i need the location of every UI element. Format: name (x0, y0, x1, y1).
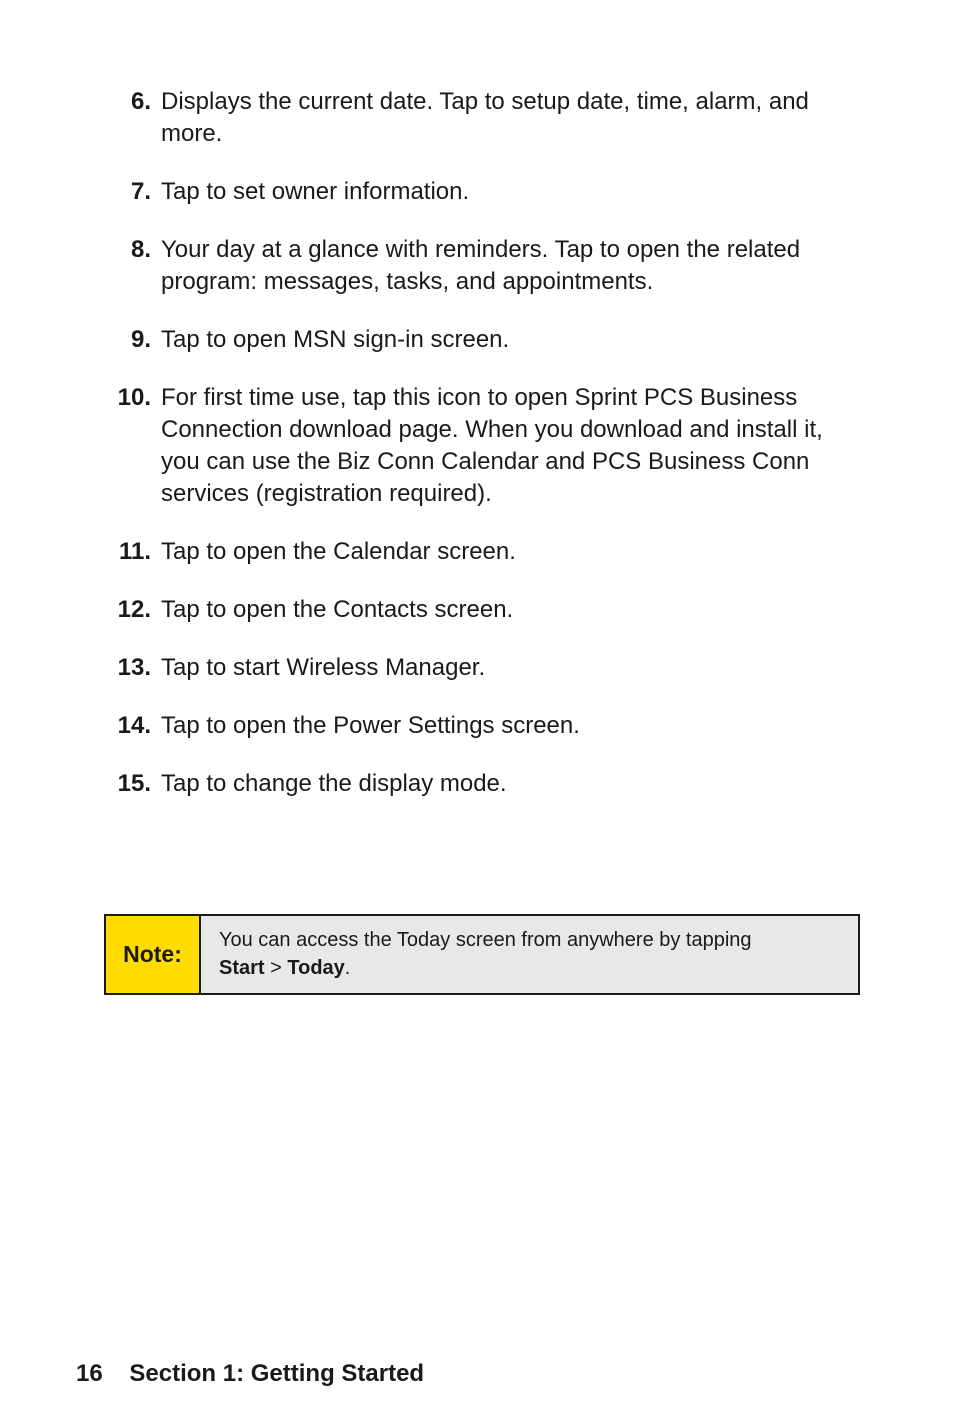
item-text: Tap to start Wireless Manager. (161, 654, 486, 681)
item-number: 14. (117, 712, 151, 739)
item-text: Displays the current date. Tap to setup date, time, alarm, and more. (161, 88, 809, 147)
note-today-term: Today (287, 957, 345, 979)
note-label: Note: (106, 916, 201, 993)
item-number: 11. (118, 538, 151, 565)
note-box (104, 914, 860, 995)
instruction-list (0, 86, 954, 826)
item-number: 8. (130, 236, 151, 263)
item-text: Tap to open MSN sign-in screen. (161, 326, 510, 353)
note-separator: > (264, 957, 288, 979)
list-item (0, 536, 954, 568)
item-number: 13. (117, 654, 151, 681)
item-text: For first time use, tap this icon to open Sprint PCS Business Connection download page. When you download and install it, you can use the Biz Conn Calendar and PCS Business Conn services (registration required). (161, 384, 823, 507)
item-number: 7. (130, 178, 151, 205)
page-number: 16 (76, 1360, 103, 1387)
list-item (0, 382, 954, 510)
list-item (0, 176, 954, 208)
item-text: Tap to open the Power Settings screen. (161, 712, 580, 739)
list-item (0, 324, 954, 356)
note-period: . (344, 957, 351, 979)
note-start-term: Start (219, 957, 265, 979)
list-item (0, 768, 954, 800)
note-body (201, 916, 858, 993)
list-item (0, 594, 954, 626)
item-number: 9. (130, 326, 151, 353)
item-text: Your day at a glance with reminders. Tap to open the related program: messages, tasks, and appointments. (161, 236, 801, 295)
note-text: You can access the Today screen from anywhere by tapping (219, 929, 752, 951)
item-text: Tap to open the Calendar screen. (161, 538, 516, 565)
item-number: 12. (117, 596, 151, 623)
item-number: 15. (117, 770, 151, 797)
item-text: Tap to change the display mode. (161, 770, 507, 797)
list-item (0, 234, 954, 298)
item-text: Tap to open the Contacts screen. (161, 596, 514, 623)
page-footer (76, 1358, 424, 1390)
item-number: 6. (130, 88, 151, 115)
item-number: 10. (117, 384, 151, 411)
list-item (0, 86, 954, 150)
list-item (0, 652, 954, 684)
section-title: Section 1: Getting Started (129, 1360, 425, 1387)
list-item (0, 710, 954, 742)
item-text: Tap to set owner information. (161, 178, 470, 205)
